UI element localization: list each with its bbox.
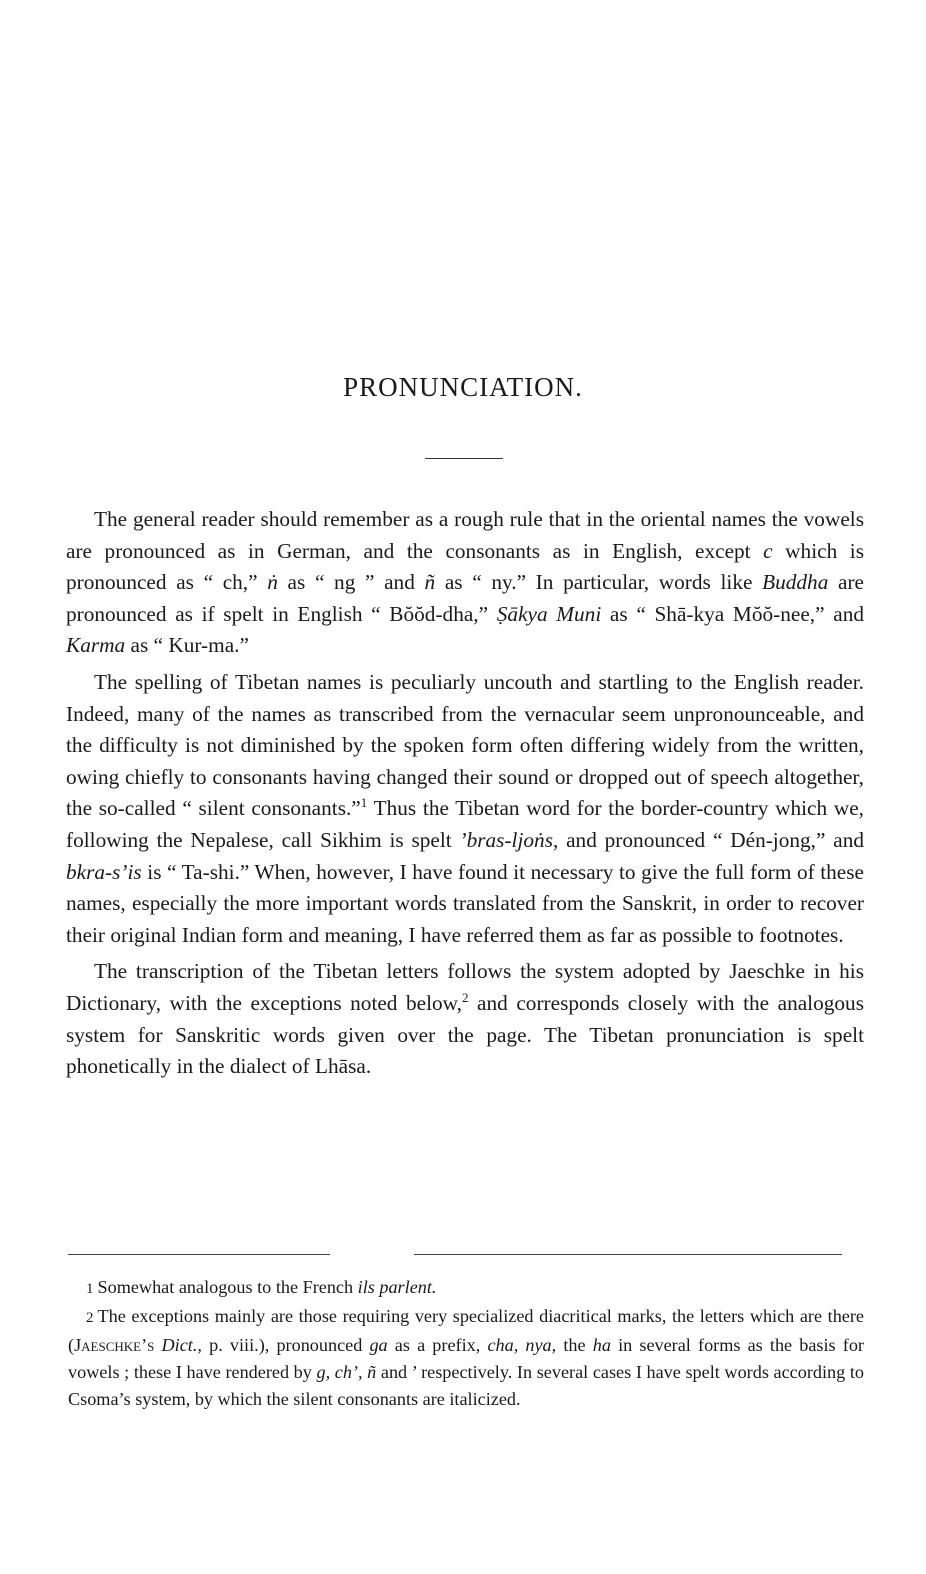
title-divider	[425, 458, 503, 459]
p2-text-3: , and pronounced “ Dén-jong,” and	[552, 827, 864, 852]
p1-text-5: are pronounced as if spelt in English “ Bŏŏd-dha,”	[66, 570, 865, 626]
p1-italic-5: Ṣākya Muni	[496, 601, 602, 626]
fn2-italic-3: ha	[592, 1335, 611, 1355]
fn2-text-3: the	[556, 1335, 593, 1355]
paragraph-3	[66, 956, 864, 1082]
footnote-1-number: 1	[86, 1281, 94, 1297]
p2-text-4: is “ Ta-shi.” When, however, I have found it necessary to give the full form of these names, especially the more important words translated from the Sanskrit, in order to recover their original Indian form and meaning, I have referred them as far as possible to footnotes.	[66, 859, 864, 947]
p2-text-1: The spelling of Tibetan names is peculiarly uncouth and startling to the English reader. Indeed, many of the names as transcribed from the vernacular seem unpronounceable, and the difficulty is not diminished by the spoken form often differing widely from the written, owing chiefly to consonants having changed their sound or dropped out of speech altogether, the so-called “ silent consonants.”	[66, 669, 864, 821]
fn1-text-1: Somewhat analogous to the French	[97, 1277, 358, 1297]
fn1-italic-1: ils parlent.	[357, 1277, 437, 1297]
p1-text-7: as “ Kur-ma.”	[125, 633, 249, 658]
p3-text-1: The transcription of the Tibetan letters follows the system adopted by Jaeschke in his Dictionary, with the exceptions noted below,	[66, 959, 864, 1015]
paragraph-1	[66, 504, 864, 662]
p1-text-3: as “ ng ” and	[277, 570, 425, 595]
p1-italic-2: ṅ	[267, 570, 278, 595]
p1-italic-6: Karma	[66, 633, 126, 658]
footnote-2	[68, 1303, 864, 1413]
p3-text-2: and corresponds closely with the analogous system for Sanskritic words given over the page. The Tibetan pronunciation is spelt phonetically in the dialect of Lhāsa.	[66, 990, 864, 1079]
footnote-1	[68, 1274, 864, 1303]
p1-text-2: which is pronounced as “ ch,”	[66, 538, 864, 595]
p1-italic-1: c	[763, 538, 773, 563]
paragraph-2	[66, 667, 864, 951]
fn2-italic-1: ga	[369, 1335, 388, 1355]
fn2-text-1b	[154, 1335, 161, 1355]
p1-text-6: as “ Shā-kya Mŏŏ-nee,” and	[601, 601, 864, 626]
p1-italic-4: Buddha	[762, 570, 829, 595]
footnote-ref-1: 1	[360, 795, 368, 811]
fn2-text-2: as a prefix,	[387, 1335, 488, 1355]
footnote-2-number: 2	[86, 1310, 94, 1326]
p1-text-4: as “ ny.” In particular, words like	[435, 570, 763, 595]
p2-italic-2: bkra-s’is	[66, 859, 142, 884]
footnote-divider-right	[414, 1254, 842, 1255]
fn2-italic-4: g, ch’, ñ	[316, 1362, 377, 1382]
footnotes	[68, 1274, 864, 1413]
p2-text-2: Thus the Tibetan word for the border-country which we, following the Nepalese, call Sikhim is spelt	[66, 796, 864, 852]
fn2-text-1: The exceptions mainly are those requiring very specialized diacritical marks, the letters which are there (	[68, 1306, 864, 1355]
fn2-italic-2: cha, nya,	[487, 1335, 557, 1355]
fn2-text-4: in several forms as the basis for vowels ; these I have rendered by	[68, 1335, 864, 1382]
fn2-smallcaps-1: Jaeschke’s	[74, 1335, 155, 1355]
body-text	[66, 504, 864, 1088]
fn2-text-1c: , p. viii.), pronounced	[197, 1335, 370, 1355]
footnote-divider-left	[68, 1254, 330, 1255]
p1-italic-3: ñ	[424, 570, 436, 595]
footnote-ref-2: 2	[462, 989, 469, 1005]
p2-italic-1: ’bras-ljoṅs	[459, 827, 553, 852]
p1-text-1: The general reader should remember as a rough rule that in the oriental names the vowels are pronounced as in German, and the consonants as in English, except	[66, 507, 864, 563]
page-title: PRONUNCIATION.	[343, 372, 583, 402]
fn2-text-5: and ’ respectively. In several cases I have spelt words according to Csoma’s system, by which the silent consonants are italicized.	[68, 1362, 864, 1409]
fn2-italic-0: Dict.	[161, 1335, 198, 1355]
